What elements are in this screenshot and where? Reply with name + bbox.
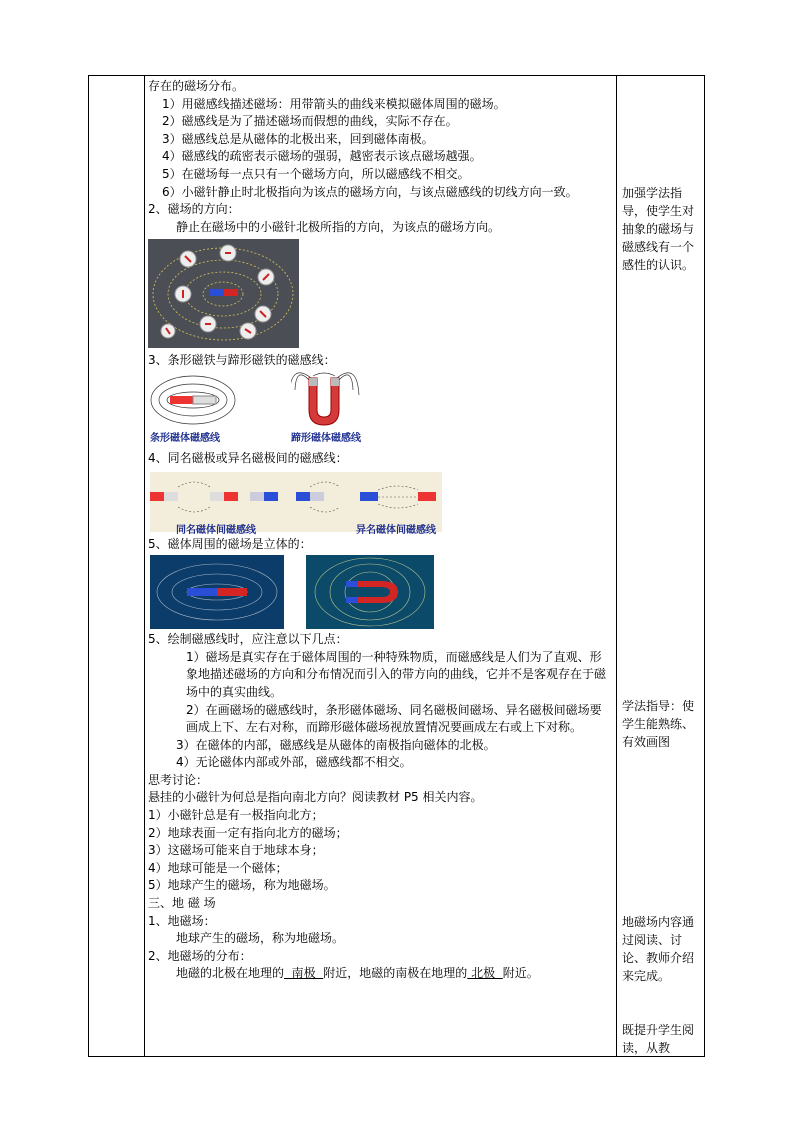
poles-field-figure <box>148 468 610 536</box>
text-line: 3）磁感线总是从磁体的北极出来，回到磁体南极。 <box>162 131 434 146</box>
teaching-note-2: 学法指导：使学生能熟练、有效画图 <box>622 699 695 749</box>
like-poles-caption: 同名磁体间磁感线 <box>176 524 256 536</box>
text-line: 1）用磁感线描述磁场：用带箭头的曲线来模拟磁体周围的磁场。 <box>162 96 506 111</box>
3d-field-figure <box>148 553 610 631</box>
bar-magnet-caption: 条形磁体磁感线 <box>150 432 220 444</box>
text-line: 1、地磁场： <box>148 913 216 928</box>
text-line: 6）小磁针静止时北极指向为该点的磁场方向，与该点磁感线的切线方向一致。 <box>162 184 578 199</box>
section-heading: 思考讨论： <box>148 772 209 787</box>
teaching-note-1: 加强学法指导，使学生对抽象的磁场与磁感线有一个感性的认识。 <box>622 186 695 272</box>
unlike-poles-caption: 异名磁体间磁感线 <box>356 524 436 536</box>
section-heading: 4、同名磁极或异名磁极间的磁感线： <box>148 450 348 465</box>
3d-horseshoe-field-image <box>306 555 434 629</box>
section-heading: 5、磁体周围的磁场是立体的： <box>148 536 312 551</box>
text-line: 2）磁感线是为了描述磁场而假想的曲线，实际不存在。 <box>162 114 458 129</box>
text-line: 2、地磁场的分布： <box>148 948 252 963</box>
text-line: 3）这磁场可能来自于地球本身； <box>148 843 324 858</box>
teaching-note-4: 既提升学生阅读，从教 <box>622 1023 695 1055</box>
paragraph: 2）在画磁场的磁感线时，条形磁体磁场、同名磁极间磁场、异名磁极间磁场要画成上下、左右对称，而蹄形磁体磁场视放置情况要画成左右或上下对称。 <box>186 702 602 735</box>
teaching-note-3: 地磁场内容通过阅读、讨论、教师介绍来完成。 <box>622 915 695 983</box>
text-line: 1）小磁针总是有一极指向北方； <box>148 808 324 823</box>
3d-bar-field-image <box>150 555 284 629</box>
horseshoe-magnet-caption: 蹄形磁体磁感线 <box>291 432 361 444</box>
blank-answer-1: 南极 <box>284 966 324 981</box>
section-heading: 三、地 磁 场 <box>148 896 216 911</box>
column-divider-2 <box>616 76 617 1056</box>
paragraph: 1）磁场是真实存在于磁体周围的一种特殊物质，而磁感线是人们为了直观、形象地描述磁场的方向和分布情况而引入的带方向的曲线，它并不是客观存在于磁场中的真实曲线。 <box>186 649 607 699</box>
section-heading: 2、磁场的方向： <box>148 202 240 217</box>
column-divider-1 <box>144 76 145 1056</box>
section-heading: 3、条形磁铁与蹄形磁铁的磁感线： <box>148 353 336 368</box>
bar-magnet-diagram <box>148 372 238 432</box>
text-line: 4）地球可能是一个磁体； <box>148 860 288 875</box>
text-line: 悬挂的小磁针为何总是指向南北方向？阅读教材 P5 相关内容。 <box>148 790 483 805</box>
horseshoe-magnet-diagram <box>291 370 361 430</box>
text-line: 2）地球表面一定有指向北方的磁场； <box>148 825 348 840</box>
text-line: 3）在磁体的内部，磁感线是从磁体的南极指向磁体的北极。 <box>176 737 496 752</box>
fill-blank-line: 地磁的北极在地理的 南极 附近，地磁的南极在地理的 北极 附近。 <box>176 966 539 981</box>
bar-horseshoe-figure <box>148 370 610 450</box>
text-line: 5）地球产生的磁场，称为地磁场。 <box>148 878 336 893</box>
text-line: 4）无论磁体内部或外部，磁感线都不相交。 <box>176 755 412 770</box>
text-line: 地球产生的磁场，称为地磁场。 <box>176 931 345 946</box>
poles-diagram <box>150 472 442 522</box>
text-line: 静止在磁场中的小磁针北极所指的方向，为该点的磁场方向。 <box>176 219 501 234</box>
text-line: 4）磁感线的疏密表示磁场的强弱，越密表示该点磁场越强。 <box>162 149 482 164</box>
section-heading: 5、绘制磁感线时，应注意以下几点： <box>148 632 348 647</box>
compass-field-figure <box>148 239 299 348</box>
main-content <box>148 78 610 983</box>
blank-answer-2: 北极 <box>467 966 503 981</box>
text-line: 存在的磁场分布。 <box>148 79 245 93</box>
text-line: 5）在磁场每一点只有一个磁场方向，所以磁感线不相交。 <box>162 166 470 181</box>
